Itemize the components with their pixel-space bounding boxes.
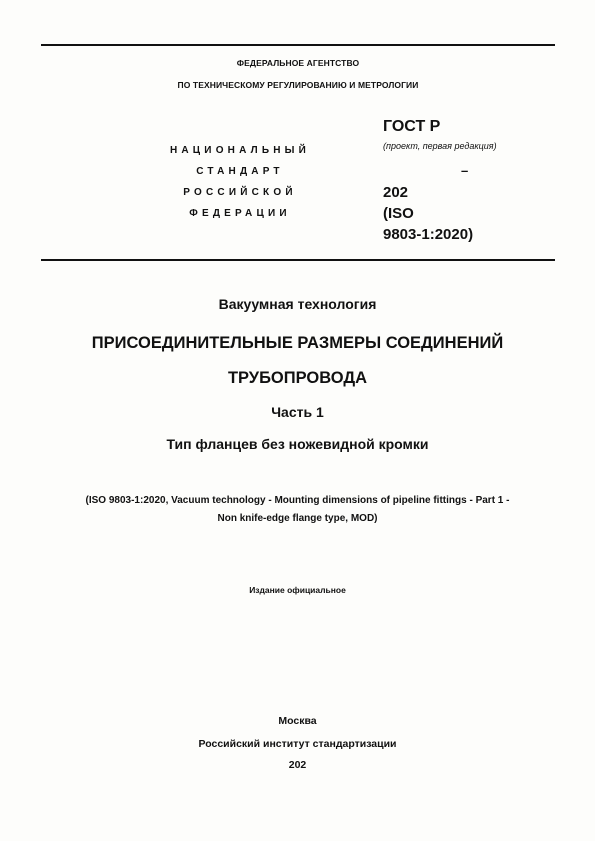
document-subject: Вакуумная технология	[218, 296, 377, 312]
national-standard-line-2: СТАНДАРТ	[196, 166, 284, 177]
iso-reference-line-2: Non knife-edge flange type, MOD)	[217, 513, 378, 524]
gost-edition-note: (проект, первая редакция)	[383, 141, 497, 151]
agency-line-2: ПО ТЕХНИЧЕСКОМУ РЕГУЛИРОВАНИЮ И МЕТРОЛОГИИ	[177, 80, 419, 90]
gost-number-line-2: (ISO	[383, 205, 414, 222]
document-subtitle: Тип фланцев без ножевидной кромки	[166, 436, 429, 452]
national-standard-line-4: ФЕДЕРАЦИИ	[189, 208, 291, 219]
gost-title: ГОСТ Р	[383, 118, 441, 135]
top-rule	[41, 44, 555, 46]
national-standard-line-3: РОССИЙСКОЙ	[183, 187, 297, 198]
document-part: Часть 1	[271, 404, 324, 420]
edition-label: Издание официальное	[249, 585, 346, 595]
document-title-line-1: ПРИСОЕДИНИТЕЛЬНЫЕ РАЗМЕРЫ СОЕДИНЕНИЙ	[91, 334, 504, 352]
gost-number	[383, 182, 473, 245]
national-standard-block	[120, 140, 360, 224]
gost-number-line-1: 202	[383, 184, 409, 201]
gost-dash: –	[461, 163, 469, 178]
document-title-line-2: ТРУБОПРОВОДА	[227, 369, 368, 387]
agency-line-1: ФЕДЕРАЛЬНОЕ АГЕНТСТВО	[236, 58, 360, 68]
middle-rule	[41, 259, 555, 261]
imprint-institute: Российский институт стандартизации	[198, 738, 397, 750]
gost-number-line-3: 9803-1:2020)	[383, 226, 474, 243]
imprint-city: Москва	[278, 715, 317, 727]
imprint-year: 202	[288, 759, 307, 771]
national-standard-line-1: НАЦИОНАЛЬНЫЙ	[169, 145, 311, 156]
iso-reference-line-1: (ISO 9803-1:2020, Vacuum technology - Mounting dimensions of pipeline fittings - Part 1 -	[85, 495, 510, 506]
